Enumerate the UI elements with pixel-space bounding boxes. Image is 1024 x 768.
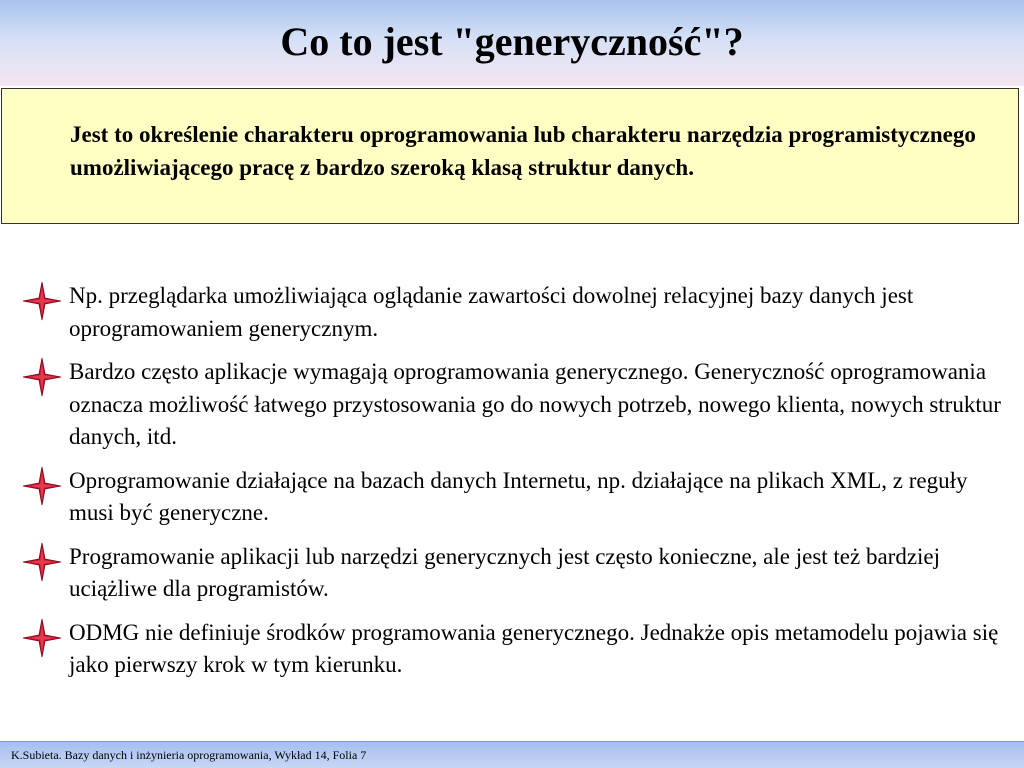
four-point-star-icon (22, 618, 62, 658)
bullet-text: Oprogramowanie działające na bazach danych Internetu, np. działające na plikach XML, z reguły musi być generyczne. (69, 467, 968, 525)
four-point-star-icon (22, 542, 62, 582)
bullet-text: Bardzo często aplikacje wymagają oprogramowania generycznego. Generyczność oprogramowania oznacza możliwość łatwego przystosowania go do nowych potrzeb, nowego klienta, nowych struktur danych, itd. (69, 359, 1001, 449)
footer-text: K.Subieta. Bazy danych i inżynieria oprogramowania, Wykład 14, Folia 7 (11, 748, 367, 762)
bullet-item (0, 280, 1024, 345)
bullet-item (0, 541, 1024, 606)
bullet-text: Programowanie aplikacji lub narzędzi generycznych jest często konieczne, ale jest też bardziej uciążliwe dla programistów. (69, 543, 941, 601)
bullet-list (0, 280, 1024, 693)
four-point-star-icon (22, 357, 62, 397)
footer-band (0, 741, 1024, 768)
bullet-text: Np. przeglądarka umożliwiająca oglądanie zawartości dowolnej relacyjnej bazy danych jest oprogramowaniem generycznym. (69, 283, 914, 341)
bullet-item (0, 356, 1024, 454)
four-point-star-icon (22, 466, 62, 506)
bullet-text: ODMG nie definiuje środków programowania generycznego. Jednakże opis metamodelu pojawia się jako pierwszy krok w tym kierunku. (69, 619, 999, 677)
definition-text: Jest to określenie charakteru oprogramowania lub charakteru narzędzia programistycznego umożliwiającego pracę z bardzo szeroką klasą struktur danych. (70, 122, 976, 180)
slide-title: Co to jest "generyczność"? (280, 19, 744, 64)
definition-box (1, 88, 1019, 224)
bullet-item (0, 617, 1024, 682)
bullet-item (0, 465, 1024, 530)
four-point-star-icon (22, 281, 62, 321)
